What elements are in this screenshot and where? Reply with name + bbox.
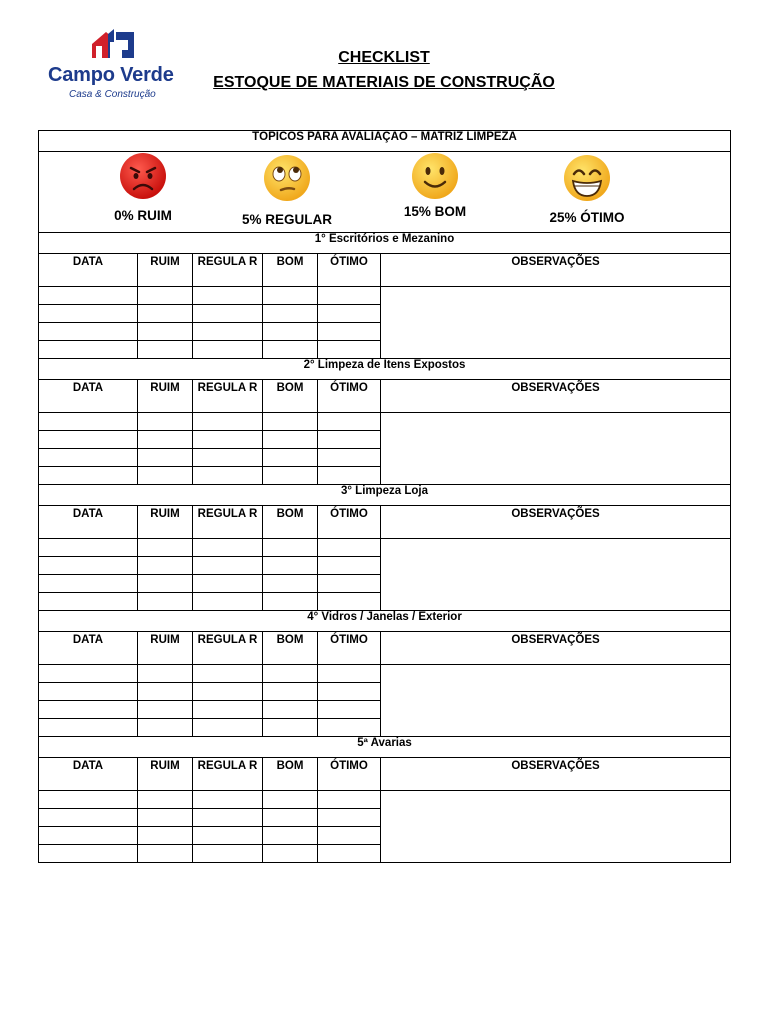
col-observacoes: OBSERVAÇÕES: [381, 758, 731, 791]
regular-cell[interactable]: [193, 845, 263, 863]
col-observacoes: OBSERVAÇÕES: [381, 632, 731, 665]
section-title: 4° Vidros / Janelas / Exterior: [39, 611, 731, 632]
date-cell[interactable]: [39, 323, 138, 341]
otimo-cell[interactable]: [318, 575, 381, 593]
bom-cell[interactable]: [263, 449, 318, 467]
date-cell[interactable]: [39, 593, 138, 611]
bom-cell[interactable]: [263, 305, 318, 323]
table-row: [39, 413, 731, 431]
date-cell[interactable]: [39, 287, 138, 305]
ruim-cell[interactable]: [138, 305, 193, 323]
table-row: [39, 287, 731, 305]
ruim-cell[interactable]: [138, 539, 193, 557]
otimo-cell[interactable]: [318, 719, 381, 737]
bom-cell[interactable]: [263, 341, 318, 359]
bom-cell[interactable]: [263, 683, 318, 701]
section-title: 3° Limpeza Loja: [39, 485, 731, 506]
date-cell[interactable]: [39, 809, 138, 827]
rating-label: 15% BOM: [403, 204, 467, 219]
date-cell[interactable]: [39, 431, 138, 449]
regular-cell[interactable]: [193, 287, 263, 305]
regular-cell[interactable]: [193, 701, 263, 719]
regular-cell[interactable]: [193, 449, 263, 467]
ruim-cell[interactable]: [138, 431, 193, 449]
observations-cell[interactable]: [381, 791, 731, 863]
col-observacoes: OBSERVAÇÕES: [381, 506, 731, 539]
otimo-cell[interactable]: [318, 809, 381, 827]
col-otimo: ÓTIMO: [318, 380, 381, 413]
column-header-row: [39, 632, 731, 665]
bom-cell[interactable]: [263, 467, 318, 485]
ruim-cell[interactable]: [138, 665, 193, 683]
document-title: CHECKLIST: [338, 49, 430, 66]
section-title: 1° Escritórios e Mezanino: [39, 233, 731, 254]
column-header-row: [39, 506, 731, 539]
regular-cell[interactable]: [193, 305, 263, 323]
rating-label: 25% ÓTIMO: [549, 210, 625, 225]
table-row: [39, 791, 731, 809]
otimo-cell[interactable]: [318, 827, 381, 845]
col-data: DATA: [39, 254, 138, 287]
col-observacoes: OBSERVAÇÕES: [381, 380, 731, 413]
regular-cell[interactable]: [193, 719, 263, 737]
logo-tagline: Casa & Construção: [69, 89, 156, 100]
bom-cell[interactable]: [263, 701, 318, 719]
otimo-cell[interactable]: [318, 467, 381, 485]
col-regular: REGULA R: [193, 254, 263, 287]
col-bom: BOM: [263, 632, 318, 665]
regular-cell[interactable]: [193, 827, 263, 845]
regular-cell[interactable]: [193, 413, 263, 431]
col-data: DATA: [39, 758, 138, 791]
regular-cell[interactable]: [193, 557, 263, 575]
regular-cell[interactable]: [193, 593, 263, 611]
ruim-cell[interactable]: [138, 557, 193, 575]
table-row: [39, 665, 731, 683]
col-bom: BOM: [263, 758, 318, 791]
regular-cell[interactable]: [193, 431, 263, 449]
slight-smile-face-icon: [411, 152, 459, 200]
rating-bom: [375, 152, 495, 219]
date-cell[interactable]: [39, 575, 138, 593]
regular-cell[interactable]: [193, 467, 263, 485]
rating-ruim: [83, 152, 203, 223]
ruim-cell[interactable]: [138, 701, 193, 719]
ruim-cell[interactable]: [138, 287, 193, 305]
date-cell[interactable]: [39, 827, 138, 845]
date-cell[interactable]: [39, 557, 138, 575]
otimo-cell[interactable]: [318, 845, 381, 863]
topics-header: TÓPICOS PARA AVALIAÇÃO – MATRIZ LIMPEZA: [39, 131, 731, 152]
date-cell[interactable]: [39, 413, 138, 431]
ruim-cell[interactable]: [138, 467, 193, 485]
regular-cell[interactable]: [193, 809, 263, 827]
logo-brand-text: Campo Verde: [48, 64, 174, 86]
date-cell[interactable]: [39, 539, 138, 557]
section-title: 2° Limpeza de Itens Expostos: [39, 359, 731, 380]
col-regular: REGULA R: [193, 758, 263, 791]
otimo-cell[interactable]: [318, 449, 381, 467]
otimo-cell[interactable]: [318, 791, 381, 809]
bom-cell[interactable]: [263, 323, 318, 341]
date-cell[interactable]: [39, 845, 138, 863]
col-bom: BOM: [263, 506, 318, 539]
bom-cell[interactable]: [263, 809, 318, 827]
regular-cell[interactable]: [193, 575, 263, 593]
col-data: DATA: [39, 506, 138, 539]
otimo-cell[interactable]: [318, 701, 381, 719]
regular-cell[interactable]: [193, 665, 263, 683]
col-ruim: RUIM: [138, 758, 193, 791]
otimo-cell[interactable]: [318, 305, 381, 323]
col-otimo: ÓTIMO: [318, 758, 381, 791]
bom-cell[interactable]: [263, 413, 318, 431]
col-otimo: ÓTIMO: [318, 254, 381, 287]
bom-cell[interactable]: [263, 719, 318, 737]
date-cell[interactable]: [39, 719, 138, 737]
col-bom: BOM: [263, 254, 318, 287]
col-regular: REGULA R: [193, 632, 263, 665]
ruim-cell[interactable]: [138, 449, 193, 467]
ruim-cell[interactable]: [138, 413, 193, 431]
col-data: DATA: [39, 632, 138, 665]
table-row: [39, 539, 731, 557]
ruim-cell[interactable]: [138, 341, 193, 359]
date-cell[interactable]: [39, 467, 138, 485]
col-data: DATA: [39, 380, 138, 413]
otimo-cell[interactable]: [318, 539, 381, 557]
col-ruim: RUIM: [138, 632, 193, 665]
bom-cell[interactable]: [263, 287, 318, 305]
date-cell[interactable]: [39, 305, 138, 323]
col-ruim: RUIM: [138, 380, 193, 413]
date-cell[interactable]: [39, 665, 138, 683]
observations-cell[interactable]: [381, 665, 731, 737]
otimo-cell[interactable]: [318, 341, 381, 359]
bom-cell[interactable]: [263, 557, 318, 575]
otimo-cell[interactable]: [318, 431, 381, 449]
bom-cell[interactable]: [263, 665, 318, 683]
observations-cell[interactable]: [381, 413, 731, 485]
bom-cell[interactable]: [263, 827, 318, 845]
ruim-cell[interactable]: [138, 845, 193, 863]
bom-cell[interactable]: [263, 593, 318, 611]
regular-cell[interactable]: [193, 791, 263, 809]
section-title: 5ª Avarias: [39, 737, 731, 758]
date-cell[interactable]: [39, 791, 138, 809]
rating-label: 5% REGULAR: [241, 212, 332, 227]
checklist-table: [38, 130, 731, 863]
col-otimo: ÓTIMO: [318, 506, 381, 539]
angry-face-icon: [119, 152, 167, 200]
rating-label: 0% RUIM: [114, 208, 172, 223]
ruim-cell[interactable]: [138, 719, 193, 737]
col-bom: BOM: [263, 380, 318, 413]
rating-regular: [227, 154, 347, 227]
ruim-cell[interactable]: [138, 593, 193, 611]
col-ruim: RUIM: [138, 506, 193, 539]
bom-cell[interactable]: [263, 845, 318, 863]
col-regular: REGULA R: [193, 506, 263, 539]
otimo-cell[interactable]: [318, 323, 381, 341]
col-otimo: ÓTIMO: [318, 632, 381, 665]
bom-cell[interactable]: [263, 575, 318, 593]
regular-cell[interactable]: [193, 341, 263, 359]
col-observacoes: OBSERVAÇÕES: [381, 254, 731, 287]
column-header-row: [39, 254, 731, 287]
bom-cell[interactable]: [263, 539, 318, 557]
ruim-cell[interactable]: [138, 323, 193, 341]
ruim-cell[interactable]: [138, 827, 193, 845]
otimo-cell[interactable]: [318, 413, 381, 431]
rating-otimo: [527, 154, 647, 225]
bom-cell[interactable]: [263, 431, 318, 449]
date-cell[interactable]: [39, 683, 138, 701]
regular-cell[interactable]: [193, 683, 263, 701]
otimo-cell[interactable]: [318, 593, 381, 611]
observations-cell[interactable]: [381, 539, 731, 611]
observations-cell[interactable]: [381, 287, 731, 359]
otimo-cell[interactable]: [318, 557, 381, 575]
otimo-cell[interactable]: [318, 665, 381, 683]
regular-cell[interactable]: [193, 539, 263, 557]
grin-face-icon: [563, 154, 611, 202]
ruim-cell[interactable]: [138, 791, 193, 809]
bom-cell[interactable]: [263, 791, 318, 809]
ruim-cell[interactable]: [138, 683, 193, 701]
otimo-cell[interactable]: [318, 683, 381, 701]
ruim-cell[interactable]: [138, 809, 193, 827]
column-header-row: [39, 758, 731, 791]
regular-cell[interactable]: [193, 323, 263, 341]
col-ruim: RUIM: [138, 254, 193, 287]
rating-legend: [39, 152, 731, 233]
date-cell[interactable]: [39, 341, 138, 359]
col-regular: REGULA R: [193, 380, 263, 413]
date-cell[interactable]: [39, 701, 138, 719]
ruim-cell[interactable]: [138, 575, 193, 593]
document-subtitle: ESTOQUE DE MATERIAIS DE CONSTRUÇÃO: [213, 74, 555, 91]
otimo-cell[interactable]: [318, 287, 381, 305]
column-header-row: [39, 380, 731, 413]
eye-roll-face-icon: [263, 154, 311, 202]
date-cell[interactable]: [39, 449, 138, 467]
